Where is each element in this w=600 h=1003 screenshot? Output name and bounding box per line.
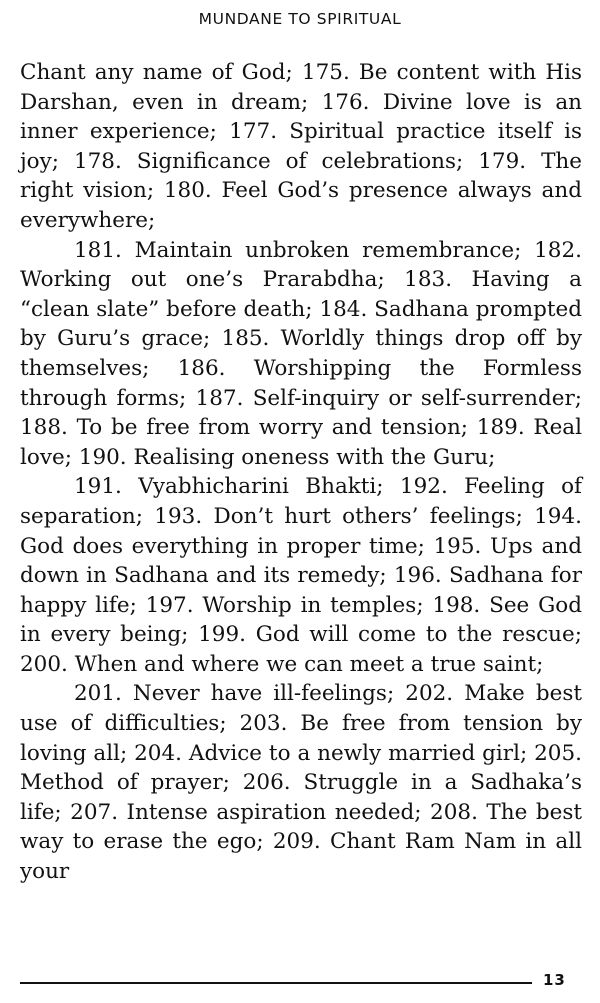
running-head: MUNDANE TO SPIRITUAL	[198, 10, 402, 28]
paragraph-4: 201. Never have ill-feelings; 202. Make best use of difficulties; 203. Be free from tension by loving all; 204. Advice to a newly married girl; 205. Method of prayer; 206. Struggle in a Sadhaka’s life; 207. Intense aspiration needed; 208. The best way to erase the ego; 209. Chant Ram Nam in all your	[20, 681, 582, 885]
footer-rule	[20, 982, 532, 984]
paragraph-1: Chant any name of God; 175. Be content with His Darshan, even in dream; 176. Divine love is an inner experience; 177. Spiritual practice itself is joy; 178. Significance of celebrations; 179. The right vision; 180. Feel God’s presence always and everywhere;	[20, 60, 582, 233]
body-text	[20, 58, 582, 887]
paragraph-2: 181. Maintain unbroken remembrance; 182. Working out one’s Prarabdha; 183. Having a “clean slate” before death; 184. Sadhana prompted by Guru’s grace; 185. Worldly things drop off by themselves; 186. Worshipping the Formless through forms; 187. Self-inquiry or self-surrender; 188. To be free from worry and tension; 189. Real love; 190. Realising oneness with the Guru;	[20, 237, 582, 470]
page-number: 13	[543, 971, 566, 989]
paragraph-3: 191. Vyabhicharini Bhakti; 192. Feeling of separation; 193. Don’t hurt others’ feelings; 194. God does everything in proper time; 195. Ups and down in Sadhana and its remedy; 196. Sadhana for happy life; 197. Worship in temples; 198. See God in every being; 199. God will come to the rescue; 200. When and where we can meet a true saint;	[20, 474, 582, 677]
